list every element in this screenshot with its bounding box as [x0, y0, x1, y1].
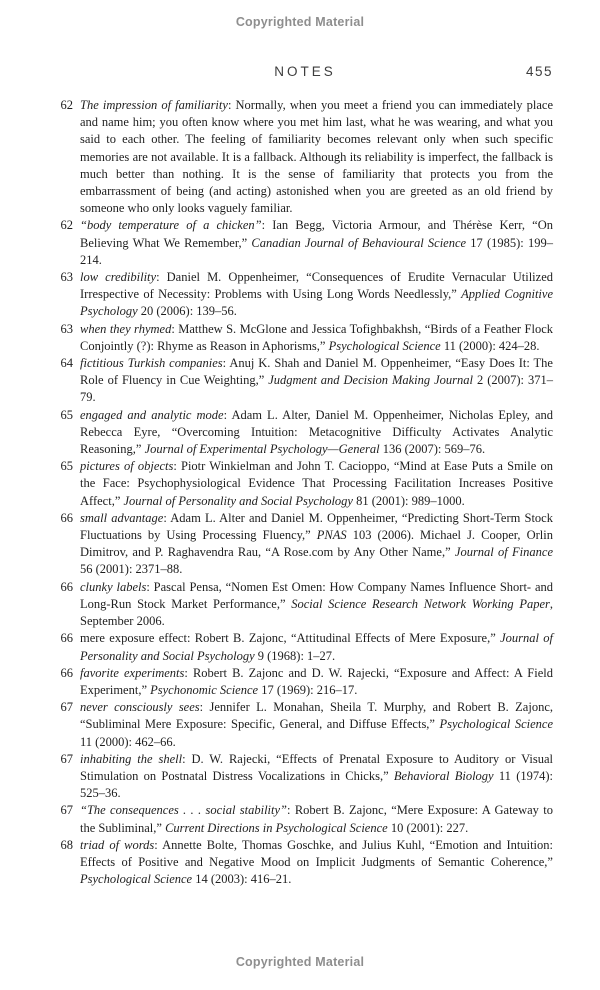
note-segment: 10 (2001): 227.	[387, 820, 469, 835]
note-number: 67	[60, 751, 73, 766]
note-segment-italic: Judgment and Decision Making Journal	[268, 373, 473, 388]
note-text	[80, 837, 553, 889]
note-segment-italic: pictures of objects	[80, 459, 174, 474]
note-segment-italic: Psychological Science	[80, 872, 193, 887]
note-item	[57, 269, 553, 321]
note-segment-italic: small advantage	[80, 510, 164, 525]
note-number: 66	[60, 665, 73, 680]
note-text	[80, 579, 553, 631]
note-item	[57, 802, 553, 836]
note-segment-italic: Journal of Personality and Social Psychology	[80, 631, 554, 663]
note-item	[57, 665, 553, 699]
note-segment-italic: Current Directions in Psychological Science	[165, 820, 388, 835]
note-segment: 56 (2001): 2371–88.	[80, 562, 183, 577]
note-segment: 103 (2006). Michael J. Cooper, Orlin Dimitrov, and P. Raghavendra Rau, “A Rose.com by Any Other Name,”	[80, 528, 554, 560]
note-item	[57, 630, 553, 664]
note-item	[57, 407, 553, 459]
note-text	[80, 802, 553, 836]
note-segment: 81 (2001): 989–1000.	[352, 493, 465, 508]
note-number: 62	[60, 98, 73, 112]
note-segment-italic: The impression of familiarity	[80, 98, 228, 112]
note-number: 67	[60, 700, 73, 715]
note-text	[80, 699, 553, 751]
note-segment: : Ian Begg, Victoria Armour, and Thérèse Kerr, “On Believing What We Remember,”	[80, 218, 553, 250]
note-segment: : Daniel M. Oppenheimer, “Consequences of Erudite Vernacular Utilized Irrespective of Necessity: Problems with Using Long Words Needlessly,”	[80, 270, 553, 302]
note-segment-italic: triad of words	[80, 837, 155, 852]
copyright-notice-bottom: Copyrighted Material	[235, 955, 365, 969]
note-number: 66	[60, 510, 73, 525]
note-segment-italic: favorite experiments	[80, 665, 185, 680]
note-segment: : Piotr Winkielman and John T. Cacioppo, “Mind at Ease Puts a Smile on the Face: Psychophysiological Evidence That Processing Facilitation Increases Positive Affect,”	[80, 459, 553, 508]
note-segment: : D. W. Rajecki, “Effects of Prenatal Exposure to Auditory or Visual Stimulation on Postnatal Distress Vocalizations in Chicks,”	[80, 751, 553, 783]
note-number: 64	[60, 356, 73, 371]
note-segment: 11 (1974): 525–36.	[80, 768, 553, 801]
note-segment-italic: PNAS	[316, 528, 347, 543]
note-item	[57, 97, 553, 217]
note-number: 62	[60, 218, 73, 233]
note-segment-italic: Psychological Science	[439, 717, 553, 732]
note-segment-italic: fictitious Turkish companies	[80, 356, 223, 371]
note-text	[80, 407, 553, 459]
note-segment-italic: Journal of Personality and Social Psychology	[123, 493, 353, 508]
note-item	[57, 751, 553, 803]
copyright-notice-top: Copyrighted Material	[235, 15, 365, 29]
note-segment: : Annette Bolte, Thomas Goschke, and Julius Kuhl, “Emotion and Intuition: Effects of Positive and Negative Mood on Implicit Judgments of Semantic Coherence,”	[80, 837, 553, 869]
note-number: 65	[60, 459, 73, 474]
note-segment: : Adam L. Alter and Daniel M. Oppenheimer, “Predicting Short-Term Stock Fluctuations by Using Processing Fluency,”	[80, 510, 553, 543]
note-segment-italic: engaged and analytic mode	[80, 407, 224, 422]
note-segment-italic: Psychological Science	[328, 338, 441, 353]
note-item	[57, 458, 553, 510]
note-segment-italic: Journal of Experimental Psychology—General	[144, 442, 380, 457]
note-segment-italic: never consciously sees	[80, 700, 200, 715]
note-segment: 20 (2006): 139–56.	[137, 304, 237, 319]
note-item	[57, 510, 553, 579]
note-number: 68	[60, 837, 73, 852]
note-item	[57, 579, 553, 631]
note-item	[57, 355, 553, 407]
note-segment-italic: Behavioral Biology	[393, 768, 494, 783]
note-segment: mere exposure effect: Robert B. Zajonc, “Attitudinal Effects of Mere Exposure,”	[80, 631, 501, 646]
note-number: 63	[60, 321, 73, 336]
note-number: 66	[60, 631, 73, 646]
note-segment: : Normally, when you meet a friend you can immediately place and name him; you often know where you met him last, what he was wearing, and what you said to each other. The feeling of familiarity becomes relevant only when such specific memories are not available. It is a fallback. Although its reliability is imperfect, the fallback is much better than nothing. It is the sense of familiarity that protects you from the embarrassment of being (and acting) astonished when you are greeted as an old friend by someone who only looks vaguely familiar.	[80, 98, 554, 216]
note-segment: 11 (2000): 424–28.	[440, 338, 540, 353]
note-number: 67	[60, 803, 73, 818]
note-segment: 11 (2000): 462–66.	[80, 734, 176, 749]
running-head-title: NOTES	[274, 64, 336, 79]
note-segment: : Robert B. Zajonc, “Mere Exposure: A Gateway to the Subliminal,”	[80, 803, 553, 835]
note-segment: : Anuj K. Shah and Daniel M. Oppenheimer, “Easy Does It: The Role of Fluency in Cue Weighting,”	[80, 356, 553, 388]
note-text	[80, 321, 553, 355]
note-item	[57, 321, 553, 355]
note-number: 65	[60, 407, 73, 422]
note-segment-italic: “The consequences . . . social stability”	[80, 803, 287, 818]
note-segment: 17 (1969): 216–17.	[258, 682, 358, 697]
note-item	[57, 699, 553, 751]
note-text	[80, 665, 553, 699]
note-segment: : Matthew S. McGlone and Jessica Tofighbakhsh, “Birds of a Feather Flock Conjointly (?): Rhyme as Reason in Aphorisms,”	[80, 321, 553, 353]
note-segment-italic: clunky labels	[80, 579, 147, 594]
note-text	[80, 269, 553, 321]
note-text	[80, 355, 553, 407]
note-segment: : Robert B. Zajonc and D. W. Rajecki, “Exposure and Affect: A Field Experiment,”	[80, 665, 554, 697]
note-item	[57, 837, 553, 889]
notes-list	[57, 97, 553, 888]
running-header	[57, 64, 553, 82]
note-segment: : Jennifer L. Monahan, Sheila T. Murphy, and Robert B. Zajonc, “Subliminal Mere Exposure: Specific, General, and Diffuse Effects,”	[80, 700, 553, 732]
note-text	[80, 217, 553, 269]
page-number: 455	[525, 64, 553, 79]
note-segment: : Adam L. Alter, Daniel M. Oppenheimer, Nicholas Epley, and Rebecca Eyre, “Overcoming Intuition: Metacognitive Difficulty Activates Analytic Reasoning,”	[80, 407, 553, 457]
note-segment-italic: Journal of Finance	[454, 545, 553, 560]
note-segment-italic: low credibility	[80, 270, 157, 285]
note-segment-italic: Canadian Journal of Behavioural Science	[251, 235, 467, 250]
note-segment-italic: Social Science Research Network Working Paper	[291, 596, 550, 611]
note-segment: : Pascal Pensa, “Nomen Est Omen: How Company Names Influence Short- and Long-Run Stock Market Performance,”	[80, 579, 553, 611]
note-text	[80, 97, 553, 217]
note-segment-italic: inhabiting the shell	[80, 751, 183, 766]
note-segment-italic: Applied Cognitive Psychology	[80, 287, 553, 319]
note-segment: 17 (1985): 199–214.	[80, 235, 553, 267]
note-text	[80, 630, 553, 664]
note-segment: 14 (2003): 416–21.	[192, 872, 292, 887]
note-number: 63	[60, 270, 73, 285]
note-segment: 2 (2007): 371–79.	[80, 373, 553, 405]
note-number: 66	[60, 579, 73, 594]
note-segment-italic: when they rhymed	[80, 321, 172, 336]
note-text	[80, 751, 553, 803]
note-text	[80, 458, 553, 510]
note-text	[80, 510, 553, 579]
note-item	[57, 217, 553, 269]
note-segment: 136 (2007): 569–76.	[379, 442, 486, 457]
note-segment-italic: “body temperature of a chicken”	[80, 218, 262, 233]
note-segment: 9 (1968): 1–27.	[254, 648, 336, 663]
note-segment-italic: Psychonomic Science	[150, 682, 259, 697]
note-segment: , September 2006.	[80, 596, 554, 629]
